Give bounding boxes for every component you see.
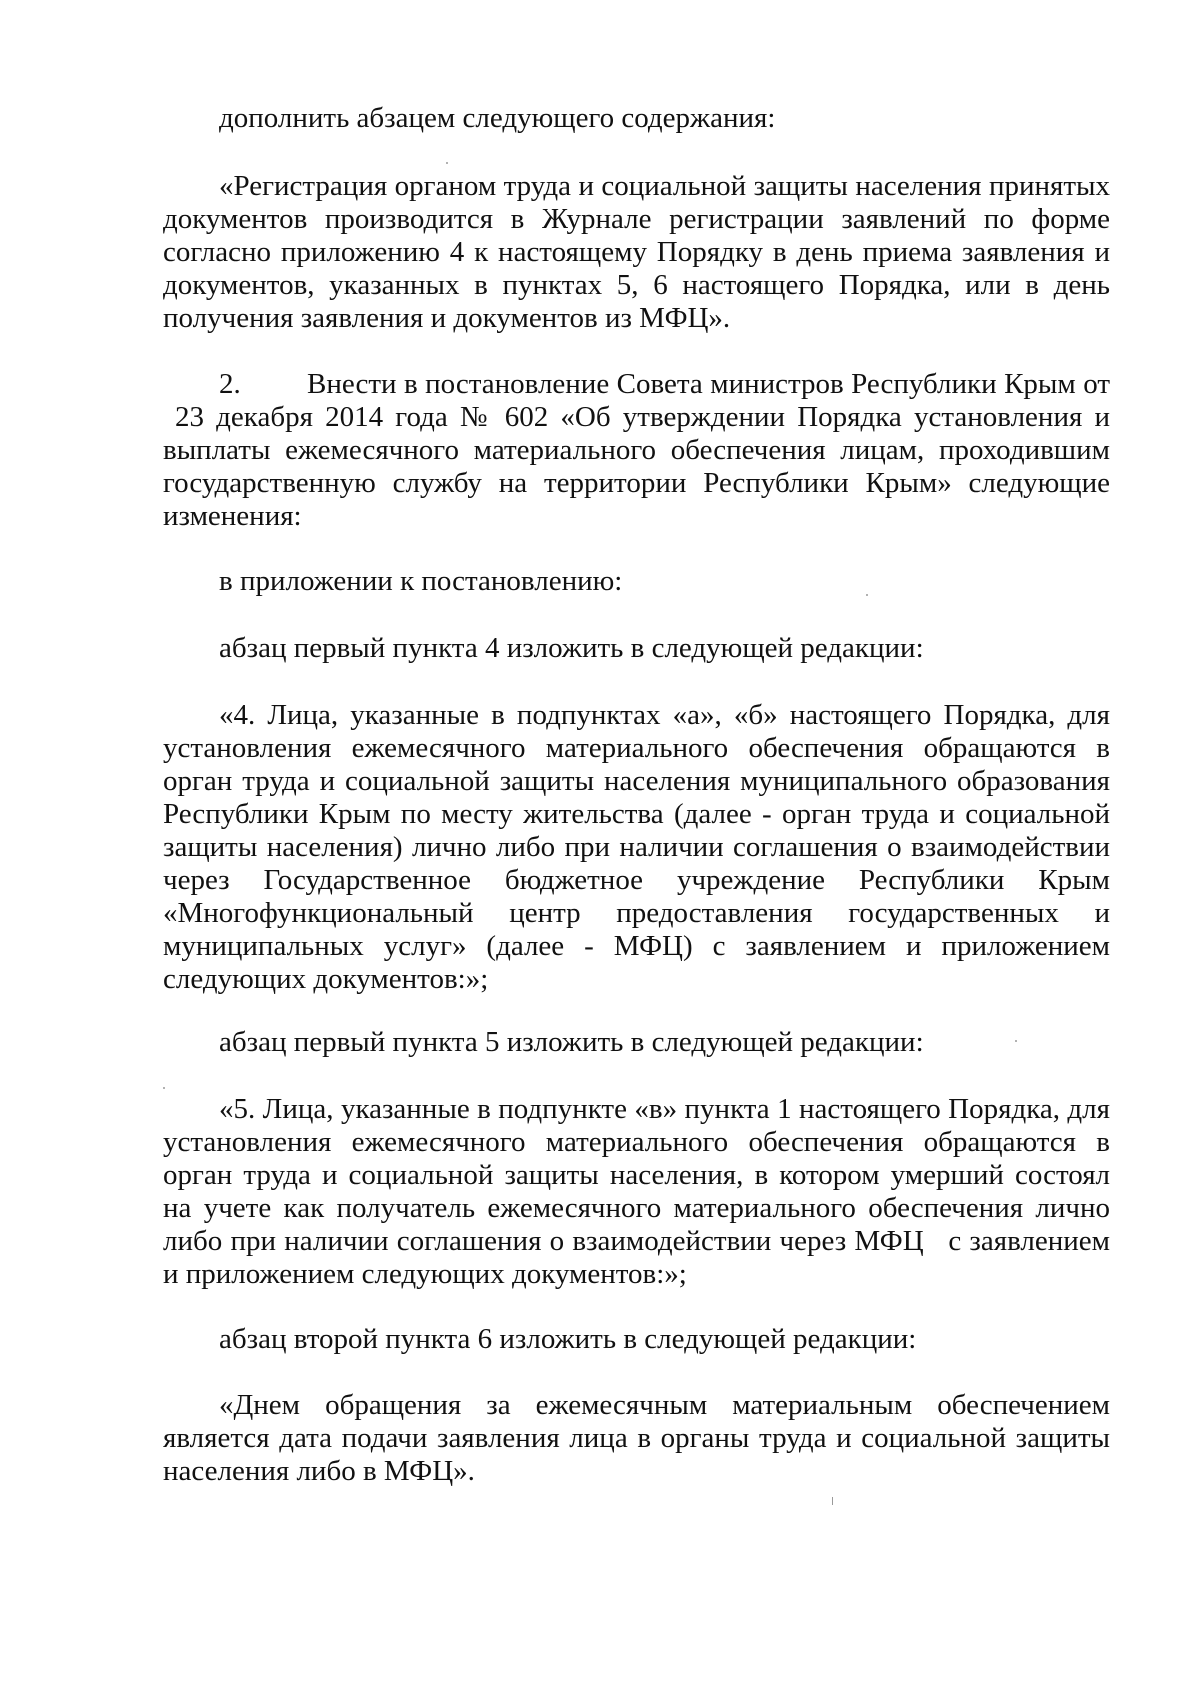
paragraph-appendix: [163, 565, 1110, 598]
paragraph-registration: [163, 170, 1110, 335]
clause-6-text: «Днем обращения за ежемесячным материальным обеспечением является дата подачи заявления лица в органы труда и социальной защиты населения либо в МФЦ».: [163, 1389, 1110, 1487]
scan-speck: [866, 594, 868, 596]
registration-text: «Регистрация органом труда и социальной защиты населения принятых документов производится в Журнале регистрации заявлений по форме согласно приложению 4 к настоящему Порядку в день приема заявления и документов, указанных в пунктах 5, 6 настоящего Порядка, или в день получения заявления и документов из МФЦ».: [163, 170, 1110, 334]
scan-speck: [832, 1497, 833, 1505]
paragraph-intro: [163, 102, 1110, 135]
item-2-number: 2.: [219, 368, 241, 400]
paragraph-clause-5-heading: [163, 1026, 1110, 1059]
clause-5-text-a: «5. Лица, указанные в подпункте «в» пункта 1 настоящего Порядка, для установления ежемесячного материального обеспечения обращаются в орган труда и социальной защиты населения, в котором умерший состоял на учете как получатель ежемесячного материального обеспечения лично либо при наличии соглашения о взаимодействии через МФЦ: [163, 1093, 1110, 1257]
scan-speck: [1015, 1040, 1017, 1042]
clause-5-text: [163, 1093, 1110, 1291]
scan-speck: [163, 1087, 165, 1089]
clause-4-heading: абзац первый пункта 4 изложить в следующей редакции:: [219, 632, 924, 664]
paragraph-item-2: [163, 368, 1110, 533]
paragraph-clause-4: [163, 699, 1110, 996]
paragraph-clause-6: [163, 1389, 1110, 1488]
paragraph-clause-6-heading: [163, 1323, 1110, 1356]
clause-4-text: «4. Лица, указанные в подпунктах «а», «б» настоящего Порядка, для установления ежемесячного материального обеспечения обращаются в орган труда и социальной защиты населения муниципального образования Республики Крым по месту жительства (далее - орган труда и социальной защиты населения) лично либо при наличии соглашения о взаимодействии через Государственное бюджетное учреждение Республики Крым «Многофункциональный центр предоставления государственных и муниципальных услуг» (далее - МФЦ) с заявлением и приложением следующих документов:»;: [163, 699, 1110, 995]
intro-line: дополнить абзацем следующего содержания:: [219, 102, 776, 134]
paragraph-clause-5: [163, 1093, 1110, 1291]
clause-5-text-b: с заявлением и приложением следующих документов:»;: [163, 1225, 1110, 1290]
item-2-text-a: Внести в постановление Совета министров Республики Крым от: [307, 368, 1110, 400]
clause-6-heading: абзац второй пункта 6 изложить в следующей редакции:: [219, 1323, 917, 1355]
item-2-text-b: 23 декабря 2014 года № 602 «Об утверждении Порядка установления и выплаты ежемесячного материального обеспечения лицам, проходившим государственную службу на территории Республики Крым» следующие изменения:: [163, 401, 1110, 532]
appendix-line: в приложении к постановлению:: [219, 565, 623, 597]
paragraph-clause-4-heading: [163, 632, 1110, 665]
item-2-text: [163, 368, 1110, 533]
clause-5-heading: абзац первый пункта 5 изложить в следующей редакции:: [219, 1026, 924, 1058]
scan-speck: [446, 162, 448, 164]
